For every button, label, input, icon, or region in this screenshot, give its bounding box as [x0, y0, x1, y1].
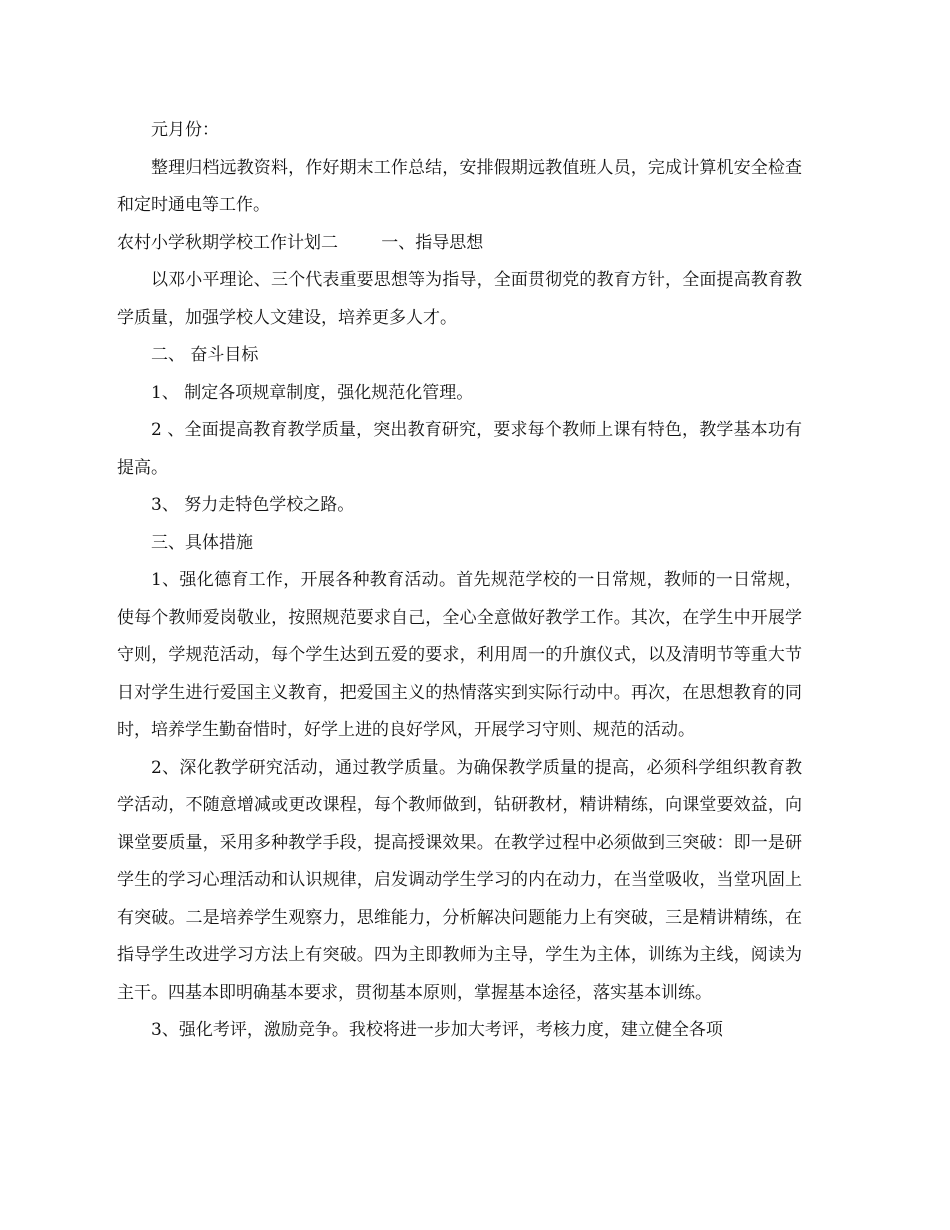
paragraph-month-heading: 元月份： — [151, 120, 219, 140]
paragraph-measures-heading: 三、具体措施 — [151, 532, 253, 553]
paragraph-goals-heading: 二、 奋斗目标 — [151, 345, 259, 365]
paragraph-january-tasks: 整理归档远教资料，作好期末工作总结，安排假期远教值班人员，完成计算机安全检查和定时通电等工作。 — [117, 157, 802, 215]
paragraph-goal-1: 1、 制定各项规章制度，强化规范化管理。 — [151, 382, 474, 403]
document-body — [117, 112, 802, 1050]
paragraph-measure-2: 2、深化教学研究活动，通过教学质量。为确保教学质量的提高，必须科学组织教育教学活动，不随意增减或更改课程，每个教师做到，钻研教材，精讲精练，向课堂要效益，向课堂要质量，采用多种教学手段，提高授课效果。在教学过程中必须做到三突破：即一是研学生的学习心理活动和认识规律，启发调动学生学习的内在动力，在当堂吸收，当堂巩固上有突破。二是培养学生观察力，思维能力，分析解决问题能力上有突破，三是精讲精练，在指导学生改进学习方法上有突破。四为主即教师为主导，学生为主体，训练为主线，阅读为主干。四基本即明确基本要求，贯彻基本原则，掌握基本途径，落实基本训练。 — [117, 757, 802, 1003]
paragraph-measure-3: 3、强化考评，激励竞争。我校将进一步加大考评，考核力度，建立健全各项 — [151, 1020, 723, 1040]
paragraph-plan-title: 农村小学秋期学校工作计划二 一、指导思想 — [117, 232, 484, 253]
paragraph-measure-1: 1、强化德育工作，开展各种教育活动。首先规范学校的一日常规，教师的一日常规，使每个教师爱岗敬业，按照规范要求自己，全心全意做好教学工作。其次，在学生中开展学守则，学规范活动，每个学生达到五爱的要求，利用周一的升旗仪式，以及清明节等重大节日对学生进行爱国主义教育，把爱国主义的热情落实到实际行动中。再次，在思想教育的同时，培养学生勤奋惜时，好学上进的良好学风，开展学习守则、规范的活动。 — [117, 570, 802, 740]
paragraph-goal-3: 3、 努力走特色学校之路。 — [151, 495, 355, 515]
paragraph-goal-2: 2 、全面提高教育教学质量，突出教育研究，要求每个教师上课有特色，教学基本功有提高。 — [117, 420, 802, 478]
paragraph-guiding-thought: 以邓小平理论、三个代表重要思想等为指导，全面贯彻党的教育方针，全面提高教育教学质量，加强学校人文建设，培养更多人才。 — [117, 270, 802, 328]
